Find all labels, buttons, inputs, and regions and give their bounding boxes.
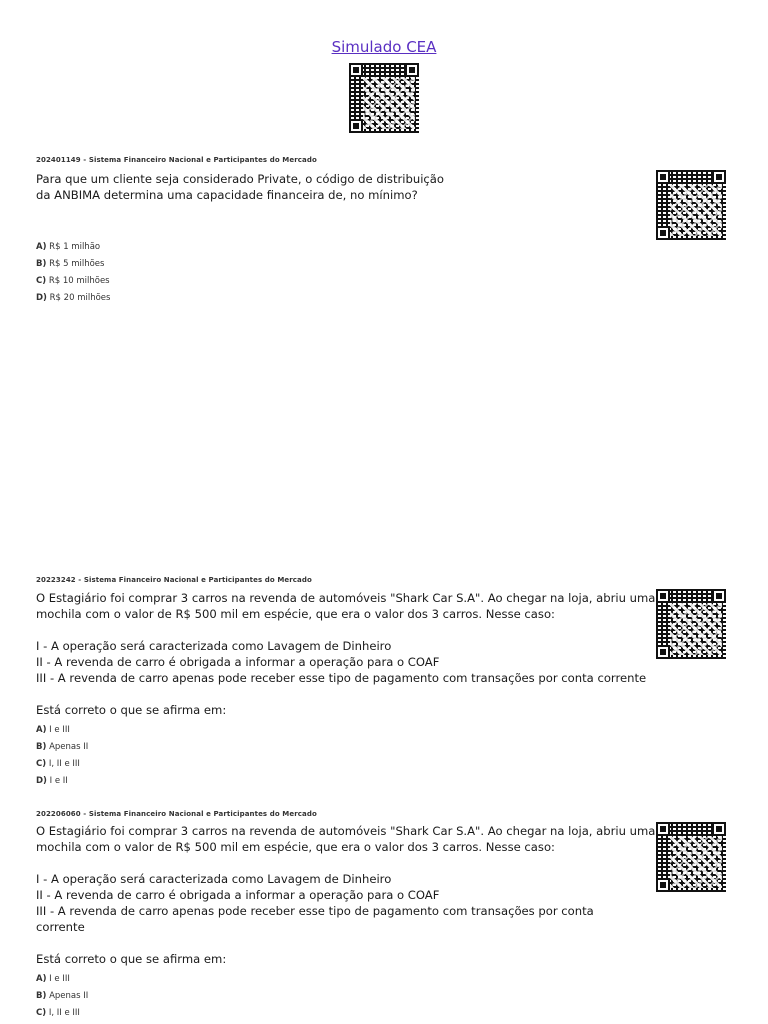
option-item[interactable]: C) R$ 10 milhões [36, 276, 110, 286]
option-item[interactable]: B) R$ 5 milhões [36, 259, 105, 269]
option-item[interactable]: A) I e III [36, 974, 70, 984]
option-item[interactable]: A) I e III [36, 725, 70, 735]
option-item[interactable]: D) R$ 20 milhões [36, 293, 111, 303]
qr-code-icon [656, 170, 726, 240]
question-meta: 202401149 - Sistema Financeiro Nacional e Participantes do Mercado [36, 156, 317, 164]
option-item[interactable]: B) Apenas II [36, 742, 89, 752]
qr-code-icon [349, 63, 419, 133]
question-text: Para que um cliente seja considerado Private, o código de distribuição da ANBIMA determina uma capacidade financeira de, no mínimo? [36, 172, 444, 202]
qr-code-icon [656, 822, 726, 892]
option-item[interactable]: C) I, II e III [36, 1008, 80, 1018]
question-text: O Estagiário foi comprar 3 carros na revenda de automóveis "Shark Car S.A". Ao chegar na loja, abriu uma mochila com o valor de R$ 500 mil em espécie, que era o valor dos 3 carros. Nesse caso: I - A operação será caracterizada como Lavagem de Dinheiro II - A revenda de carro é obrigada a informar a operação para o COAF III - A revenda de carro apenas pode receber esse tipo de pagamento com transações por conta corrente Está correto o que se afirma em: [36, 824, 656, 966]
option-item[interactable]: B) Apenas II [36, 991, 89, 1001]
option-item[interactable]: A) R$ 1 milhão [36, 242, 101, 252]
options-list [36, 722, 88, 790]
question-meta: 20223242 - Sistema Financeiro Nacional e Participantes do Mercado [36, 576, 312, 584]
page-title-link[interactable]: Simulado CEA [331, 38, 437, 56]
options-list [36, 971, 88, 1022]
question-meta: 202206060 - Sistema Financeiro Nacional e Participantes do Mercado [36, 810, 317, 818]
options-list [36, 239, 110, 307]
option-item[interactable]: D) I e II [36, 776, 68, 786]
qr-code-icon [656, 589, 726, 659]
option-item[interactable]: C) I, II e III [36, 759, 80, 769]
question-text: O Estagiário foi comprar 3 carros na revenda de automóveis "Shark Car S.A". Ao chegar na loja, abriu uma mochila com o valor de R$ 500 mil em espécie, que era o valor dos 3 carros. Nesse caso: I - A operação será caracterizada como Lavagem de Dinheiro II - A revenda de carro é obrigada a informar a operação para o COAF III - A revenda de carro apenas pode receber esse tipo de pagamento com transações por conta corrente Está correto o que se afirma em: [36, 591, 656, 717]
